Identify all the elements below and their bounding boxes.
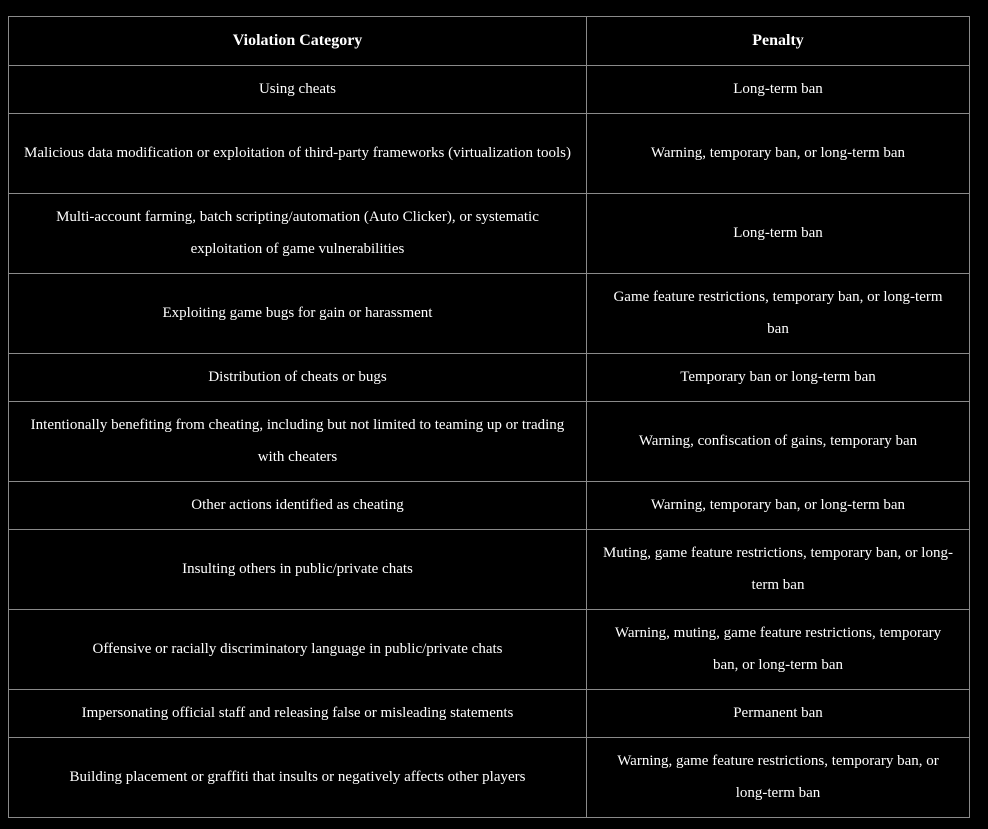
violation-category-cell: Insulting others in public/private chats xyxy=(9,530,587,610)
violation-category-cell: Malicious data modification or exploitation of third-party frameworks (virtualization tools) xyxy=(9,114,587,194)
table-row xyxy=(9,402,970,482)
table-row xyxy=(9,530,970,610)
violation-category-cell: Exploiting game bugs for gain or harassment xyxy=(9,274,587,354)
penalty-cell: Warning, muting, game feature restrictions, temporary ban, or long-term ban xyxy=(587,610,970,690)
table-row xyxy=(9,690,970,738)
header-violation-category: Violation Category xyxy=(9,17,587,66)
violation-penalty-table xyxy=(8,16,970,818)
violation-category-cell: Building placement or graffiti that insults or negatively affects other players xyxy=(9,738,587,818)
violation-category-cell: Using cheats xyxy=(9,66,587,114)
violation-category-cell: Impersonating official staff and releasing false or misleading statements xyxy=(9,690,587,738)
table-row xyxy=(9,610,970,690)
penalty-cell: Temporary ban or long-term ban xyxy=(587,354,970,402)
violation-category-cell: Multi-account farming, batch scripting/automation (Auto Clicker), or systematic exploitation of game vulnerabilities xyxy=(9,194,587,274)
violation-category-cell: Distribution of cheats or bugs xyxy=(9,354,587,402)
penalty-cell: Warning, game feature restrictions, temporary ban, or long-term ban xyxy=(587,738,970,818)
table-row xyxy=(9,66,970,114)
penalty-cell: Game feature restrictions, temporary ban, or long-term ban xyxy=(587,274,970,354)
penalty-cell: Long-term ban xyxy=(587,66,970,114)
violation-category-cell: Offensive or racially discriminatory language in public/private chats xyxy=(9,610,587,690)
violation-category-cell: Other actions identified as cheating xyxy=(9,482,587,530)
table-row xyxy=(9,114,970,194)
violation-category-cell: Intentionally benefiting from cheating, including but not limited to teaming up or trading with cheaters xyxy=(9,402,587,482)
table-row xyxy=(9,194,970,274)
penalty-cell: Muting, game feature restrictions, temporary ban, or long-term ban xyxy=(587,530,970,610)
header-penalty: Penalty xyxy=(587,17,970,66)
penalty-cell: Permanent ban xyxy=(587,690,970,738)
table-row xyxy=(9,354,970,402)
penalty-cell: Warning, confiscation of gains, temporary ban xyxy=(587,402,970,482)
table-row xyxy=(9,482,970,530)
table-row xyxy=(9,274,970,354)
penalty-table-container xyxy=(8,16,970,818)
table-header-row xyxy=(9,17,970,66)
penalty-cell: Warning, temporary ban, or long-term ban xyxy=(587,114,970,194)
table-row xyxy=(9,738,970,818)
penalty-cell: Long-term ban xyxy=(587,194,970,274)
penalty-cell: Warning, temporary ban, or long-term ban xyxy=(587,482,970,530)
